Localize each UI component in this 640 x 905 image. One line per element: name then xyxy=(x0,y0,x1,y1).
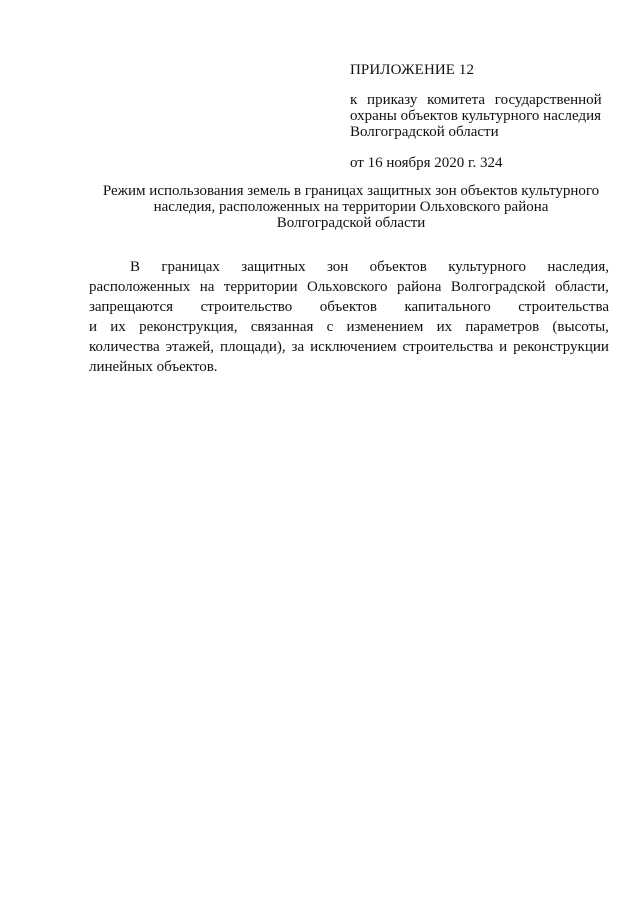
order-date: от 16 ноября 2020 г. 324 xyxy=(350,155,503,171)
order-reference-line: к приказу комитета государственной xyxy=(350,92,602,108)
body-word: культурного xyxy=(448,259,527,275)
body-word: запрещаются xyxy=(89,299,174,315)
body-word: и xyxy=(89,319,98,335)
body-word: реконструкция, xyxy=(139,319,238,335)
body-word: зон xyxy=(326,259,349,275)
document-title-line: Волгоградской области xyxy=(276,215,426,231)
body-line xyxy=(89,317,609,337)
order-reference-line: Волгоградской области xyxy=(350,124,499,140)
body-word: исключением xyxy=(310,339,397,355)
body-word: на xyxy=(199,279,215,295)
body-word: площади), xyxy=(219,339,286,355)
order-reference xyxy=(350,92,610,140)
body-word: их xyxy=(436,319,453,335)
body-word: этажей, xyxy=(165,339,215,355)
order-reference-line: охраны объектов культурного наследия xyxy=(350,108,602,124)
body-word: области, xyxy=(555,279,609,295)
body-word: территории xyxy=(223,279,298,295)
body-word: наследия, xyxy=(547,259,609,275)
body-word: строительства xyxy=(518,299,609,315)
body-word: (высоты, xyxy=(552,319,609,335)
body-word: района xyxy=(396,279,442,295)
body-word: границах xyxy=(161,259,220,275)
body-line xyxy=(89,357,609,377)
body-word: и xyxy=(499,339,508,355)
document-title-line: Режим использования земель в границах защитных зон объектов культурного xyxy=(102,183,600,199)
body-word: объектов xyxy=(369,259,427,275)
document-title-line: наследия, расположенных на территории Ольховского района xyxy=(153,199,549,215)
body-word: изменением xyxy=(346,319,424,335)
body-line xyxy=(89,257,609,277)
body-word: защитных xyxy=(241,259,306,275)
body-word: Ольховского xyxy=(306,279,388,295)
body-line xyxy=(89,337,609,357)
appendix-title: ПРИЛОЖЕНИЕ 12 xyxy=(350,62,475,78)
body-line xyxy=(89,277,609,297)
body-word: с xyxy=(326,319,334,335)
body-word: количества xyxy=(89,339,160,355)
body-word: В xyxy=(130,259,141,275)
document-title xyxy=(80,183,622,231)
body-word: строительство xyxy=(200,299,293,315)
body-paragraph xyxy=(89,257,609,377)
body-line xyxy=(89,297,609,317)
body-word: расположенных xyxy=(89,279,191,295)
body-word: объектов xyxy=(319,299,377,315)
body-word: строительства xyxy=(402,339,494,355)
body-word: Волгоградской xyxy=(450,279,546,295)
body-word: линейных объектов. xyxy=(89,359,218,375)
body-word: связанная xyxy=(250,319,314,335)
body-word: реконструкции xyxy=(513,339,609,355)
body-word: за xyxy=(291,339,305,355)
body-word: их xyxy=(110,319,126,335)
appendix-header xyxy=(350,62,610,171)
body-word: параметров xyxy=(465,319,540,335)
body-word: капитального xyxy=(404,299,491,315)
